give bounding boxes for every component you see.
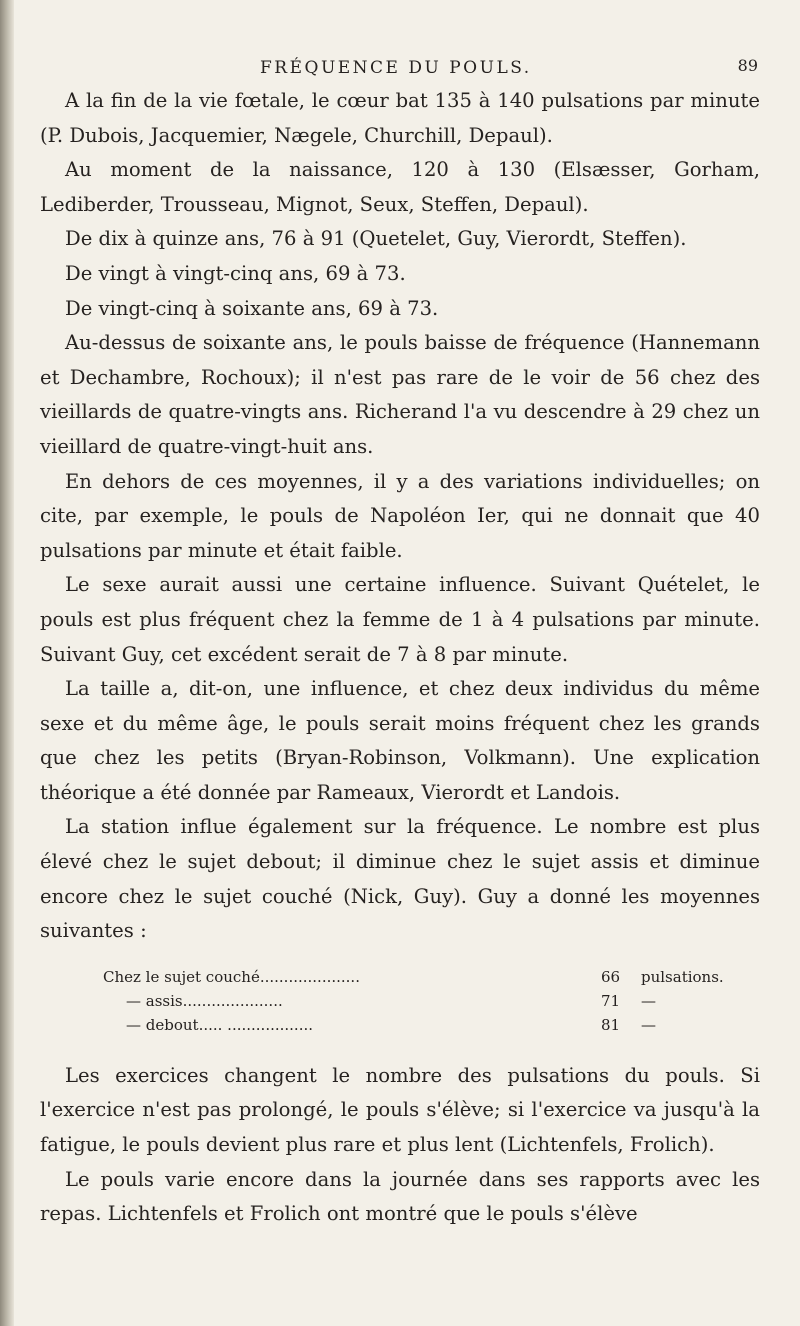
table-row	[40, 1013, 760, 1037]
table-row-unit: —	[641, 991, 656, 1010]
running-header	[40, 54, 760, 84]
page-number: 89	[737, 56, 758, 75]
paragraph: Au moment de la naissance, 120 à 130 (Elsæsser, Gorham, Lediberder, Trousseau, Mignot, Seux, Steffen, Depaul).	[40, 158, 760, 216]
body-text-after-table	[40, 1059, 760, 1232]
paragraph: De vingt à vingt-cinq ans, 69 à 73.	[65, 261, 406, 285]
book-binding-edge	[0, 0, 14, 1326]
book-page	[40, 54, 760, 1232]
paragraph: A la fin de la vie fœtale, le cœur bat 135 à 140 pulsations par minute (P. Dubois, Jacquemier, Nægele, Churchill, Depaul).	[40, 89, 760, 147]
table-row-value: 81	[601, 1015, 621, 1034]
table-row-value: 66	[601, 967, 621, 986]
pulse-averages-table	[40, 965, 760, 1037]
table-row	[40, 965, 760, 989]
paragraph: De dix à quinze ans, 76 à 91 (Quetelet, Guy, Vierordt, Steffen).	[65, 227, 687, 251]
paragraph: La station influe également sur la fréquence. Le nombre est plus élevé chez le sujet debout; il diminue chez le sujet assis et diminue encore chez le sujet couché (Nick, Guy). Guy a donné les moyennes suivantes :	[40, 815, 760, 943]
body-text-before-table	[40, 84, 760, 949]
paragraph: Le sexe aurait aussi une certaine influence. Suivant Quételet, le pouls est plus fréquent chez la femme de 1 à 4 pulsations par minute. Suivant Guy, cet excédent serait de 7 à 8 par minute.	[40, 573, 760, 666]
table-row-value: 71	[601, 991, 621, 1010]
paragraph: Les exercices changent le nombre des pulsations du pouls. Si l'exercice n'est pas prolongé, le pouls s'élève; si l'exercice va jusqu'à la fatigue, le pouls devient plus rare et plus lent (Lichtenfels, Frolich).	[40, 1063, 760, 1157]
table-row-unit: pulsations.	[641, 967, 724, 986]
table-row-unit: —	[641, 1015, 656, 1034]
running-title: FRÉQUENCE DU POULS.	[260, 58, 532, 78]
paragraph: Le pouls varie encore dans la journée dans ses rapports avec les repas. Lichtenfels et Frolich ont montré que le pouls s'élève	[40, 1167, 760, 1226]
paragraph: Au-dessus de soixante ans, le pouls baisse de fréquence (Hannemann et Dechambre, Rochoux); il n'est pas rare de le voir de 56 chez des vieillards de quatre-vingts ans. Richerand l'a vu descendre à 29 chez un vieillard de quatre-vingt-huit ans.	[40, 331, 760, 458]
paragraph: De vingt-cinq à soixante ans, 69 à 73.	[65, 296, 439, 320]
paragraph: La taille a, dit-on, une influence, et chez deux individus du même sexe et du même âge, le pouls serait moins fréquent chez les grands que chez les petits (Bryan-Robinson, Volkmann). Une explication théorique a été donnée par Rameaux, Vierordt et Landois.	[40, 677, 760, 804]
table-row-label: — assis.....................	[126, 991, 283, 1010]
paragraph: En dehors de ces moyennes, il y a des variations individuelles; on cite, par exemple, le pouls de Napoléon Ier, qui ne donnait que 40 pulsations par minute et était faible.	[40, 469, 760, 562]
table-row-label: — debout..... ..................	[126, 1015, 314, 1034]
table-row	[40, 989, 760, 1013]
table-row-label: Chez le sujet couché.....................	[103, 967, 360, 986]
